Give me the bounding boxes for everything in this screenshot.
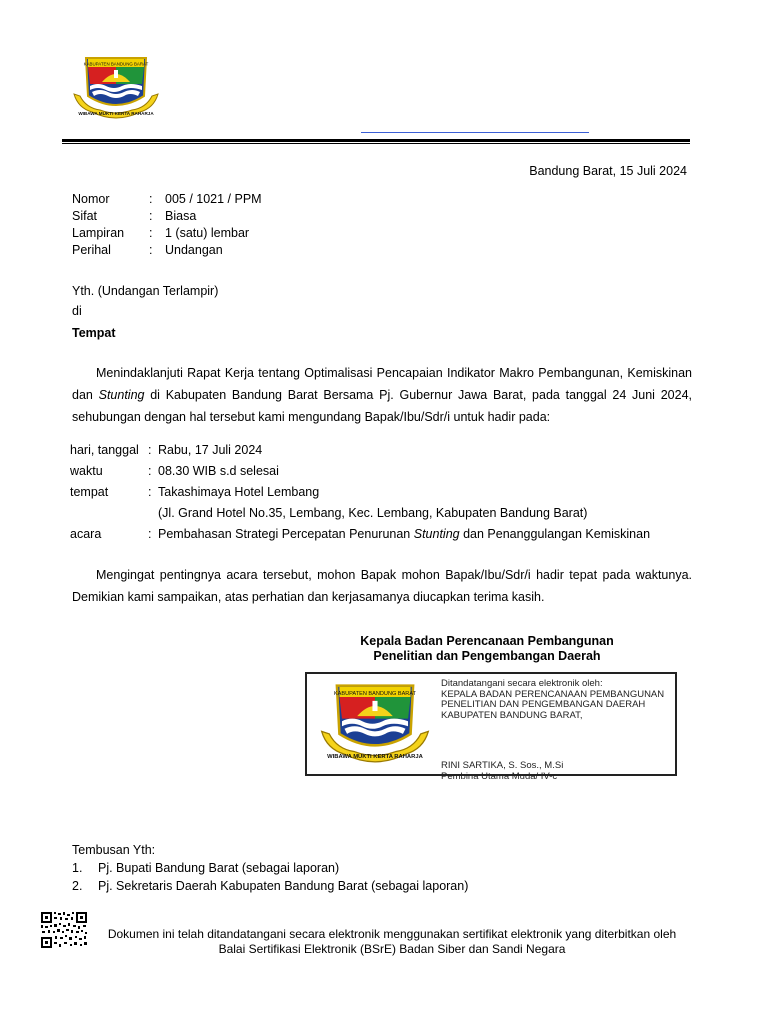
acara-text-a: Pembahasan Strategi Percepatan Penurunan [158, 527, 414, 541]
meta-row-lampiran [72, 225, 262, 242]
signer-name: RINI SARTIKA, S. Sos., M.Si [441, 760, 564, 771]
detail-value: 08.30 WIB s.d selesai [158, 464, 279, 478]
letter-date: Bandung Barat, 15 Juli 2024 [529, 164, 687, 178]
footer-line-1: Dokumen ini telah ditandatangani secara elektronik menggunakan sertifikat elektronik yang diterbitkan oleh [107, 927, 677, 941]
meta-colon: : [149, 209, 153, 223]
detail-key: acara [70, 527, 102, 541]
meta-key: Lampiran [72, 226, 125, 240]
list-number: 2. [72, 879, 83, 893]
detail-value [158, 524, 650, 545]
body-paragraph-1 [72, 362, 692, 428]
letter-meta-table [72, 191, 262, 259]
meta-row-nomor [72, 191, 262, 208]
footer-line-2: Balai Sertifikasi Elektronik (BSrE) Badan Siber dan Sandi Negara [218, 942, 566, 956]
detail-key: waktu [70, 464, 103, 478]
logo-top-text: KABUPATEN BANDUNG BARAT [83, 61, 149, 67]
detail-colon: : [148, 527, 152, 541]
meta-row-perihal [72, 242, 262, 259]
meta-value: 1 (satu) lembar [165, 226, 250, 240]
signature-text-block [441, 679, 664, 782]
meta-key: Nomor [72, 192, 110, 206]
list-text: Pj. Sekretaris Daerah Kabupaten Bandung Barat (sebagai laporan) [98, 879, 469, 893]
stamp-motto-text: WIBAWA MUKTI KERTA RAHARJA [327, 754, 423, 761]
body-paragraph-2 [72, 564, 692, 608]
para1-emphasis: Stunting [98, 388, 145, 402]
detail-row-waktu [70, 461, 650, 482]
signatory-title-line2: Penelitian dan Pengembangan Daerah [373, 649, 601, 663]
para2-text: Mengingat pentingnya acara tersebut, mohon Bapak mohon Bapak/Ibu/Sdr/i hadir tepat pada waktunya. Demikian kami sampaikan, atas perhatian dan kerjasamanya diucapkan terima kasih. [72, 568, 692, 604]
detail-row-hari [70, 440, 650, 461]
signatory-title-line1: Kepala Badan Perencanaan Pembangunan [360, 634, 614, 648]
acara-text-b: dan Penanggulangan Kemiskinan [459, 527, 651, 541]
detail-key: tempat [70, 485, 109, 499]
qr-code-icon [40, 911, 88, 949]
recipient-place: Tempat [72, 326, 116, 340]
meta-value: Biasa [165, 209, 197, 223]
recipient-line: Yth. (Undangan Terlampir) [72, 284, 219, 298]
electronic-signature-box [305, 672, 677, 782]
signer-position-3: KABUPATEN BANDUNG BARAT, [441, 709, 583, 721]
stamp-top-text: KABUPATEN BANDUNG BARAT [333, 691, 417, 698]
meta-value: 005 / 1021 / PPM [165, 192, 262, 206]
meta-value: Undangan [165, 243, 223, 257]
signed-by-label: Ditandatangani secara elektronik oleh: [441, 678, 603, 689]
meta-key: Perihal [72, 243, 111, 257]
carbon-copy-title: Tembusan Yth: [72, 843, 156, 857]
recipient-di: di [72, 304, 82, 318]
signer-position-1: KEPALA BADAN PERENCANAAN PEMBANGUNAN [441, 688, 665, 700]
event-details [70, 440, 650, 545]
detail-key: hari, tanggal [70, 443, 139, 457]
signatory-title [330, 634, 644, 664]
header-rule-thick [62, 139, 690, 142]
detail-value: Rabu, 17 Juli 2024 [158, 443, 263, 457]
header-link-underline [361, 132, 589, 133]
detail-value: Takashimaya Hotel Lembang [158, 485, 320, 499]
meta-row-sifat [72, 208, 262, 225]
list-item [72, 877, 468, 895]
list-text: Pj. Bupati Bandung Barat (sebagai laporan) [98, 861, 340, 875]
list-number: 1. [72, 861, 83, 875]
para1-text-a: Menindaklanjuti Rapat Kerja tentang Optimalisasi Pencapaian Indikator Makro Pembangunan, Kemiskinan dan [72, 366, 692, 402]
detail-row-acara [70, 524, 650, 545]
detail-colon: : [148, 443, 152, 457]
detail-row-tempat [70, 482, 650, 503]
signer-position-2: PENELITIAN DAN PENGEMBANGAN DAERAH [441, 699, 646, 710]
meta-colon: : [149, 226, 153, 240]
detail-row-address [70, 503, 650, 524]
meta-key: Sifat [72, 209, 98, 223]
meta-colon: : [149, 192, 153, 206]
meta-colon: : [149, 243, 153, 257]
para1-text-b: di Kabupaten Bandung Barat Bersama Pj. Gubernur Jawa Barat, pada tanggal 24 Juni 2024, sehubungan dengan hal tersebut kami mengundang Bapak/Ibu/Sdr/i untuk hadir pada: [72, 388, 692, 424]
detail-colon: : [148, 464, 152, 478]
carbon-copy-list [72, 841, 468, 895]
kbb-emblem-stamp [313, 678, 437, 772]
detail-address: (Jl. Grand Hotel No.35, Lembang, Kec. Lembang, Kabupaten Bandung Barat) [158, 506, 588, 520]
list-item [72, 859, 468, 877]
e-signature-footer-note [92, 927, 692, 957]
acara-emphasis: Stunting [413, 527, 460, 541]
header-rule-thin [62, 143, 690, 144]
logo-motto-text: WIBAWA MUKTI KERTA RAHARJA [78, 111, 154, 116]
detail-colon: : [148, 485, 152, 499]
kbb-emblem-logo [68, 52, 164, 126]
signer-rank: Pembina Utama Muda/ IV-c [441, 770, 558, 782]
